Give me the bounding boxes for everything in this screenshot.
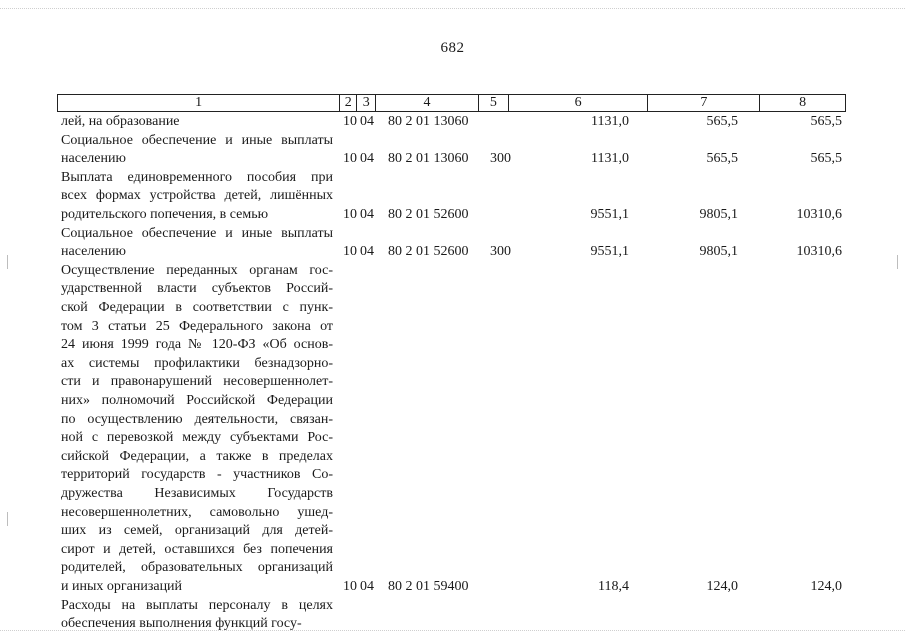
row-4-desc-line-2: ской Федерации в соответствии с пунк-: [61, 300, 333, 315]
row-1-v8: 565,5: [810, 151, 842, 167]
scan-edge-bottom: [0, 630, 905, 633]
row-4-desc-line-17: и иных организаций: [61, 579, 183, 594]
header-col-7: 7: [648, 95, 760, 111]
row-3-type: 300: [490, 244, 511, 260]
row-4-desc-line-10: сийской Федерации, а также в пределах: [61, 448, 333, 464]
row-1-desc-line-0: Социальное обеспечение и иные выплаты: [61, 132, 333, 148]
row-1-section: 10: [343, 151, 357, 167]
scan-mark-left-lower: [7, 512, 8, 526]
row-2-v7: 9805,1: [699, 207, 738, 222]
scan-mark-left: [7, 255, 8, 269]
row-4-v8: 124,0: [810, 579, 842, 594]
row-2-subsection: 04: [360, 207, 374, 222]
row-1-subsection: 04: [360, 151, 374, 167]
row-1-v7: 565,5: [706, 151, 738, 167]
scan-mark-right: [897, 255, 898, 269]
row-2-desc-line-1: всех формах устройства детей, лишённых: [61, 188, 333, 204]
header-col-8: 8: [799, 95, 807, 110]
header-col-1: 1: [58, 95, 340, 111]
row-5-desc-line-1: обеспечения выполнения функций госу-: [61, 616, 302, 632]
row-4-desc-line-9: ной с перевозкой между субъектами Рос-: [61, 430, 333, 446]
row-4-v6: 118,4: [598, 579, 629, 594]
row-4-desc-line-0: Осуществление переданных органам гос-: [61, 262, 333, 278]
row-4-target: 80 2 01 59400: [388, 579, 469, 594]
header-col-5: 5: [479, 95, 509, 111]
row-2-desc-line-2: родительского попечения, в семью: [61, 207, 269, 222]
row-1-target: 80 2 01 13060: [388, 151, 469, 167]
row-4-desc-line-1: ударственной власти субъектов Россий-: [61, 281, 333, 297]
row-0-subsection: 04: [360, 114, 374, 129]
row-4-desc-line-6: сти и правонарушений несовершеннолет-: [61, 374, 333, 390]
row-3-desc-line-0: Социальное обеспечение и иные выплаты: [61, 225, 333, 241]
row-0-v6: 1131,0: [591, 114, 629, 129]
row-3-v6: 9551,1: [590, 244, 629, 260]
row-4-desc-line-14: ших из семей, организаций для детей-: [61, 523, 333, 539]
row-4-desc-line-11: территорий государств - участников Со-: [61, 467, 333, 483]
row-4-desc-line-5: ах системы профилактики безнадзорно-: [61, 355, 333, 371]
row-1-desc-line-1: населению: [61, 151, 126, 167]
scan-edge-top: [0, 8, 905, 11]
row-1-v6: 1131,0: [591, 151, 629, 167]
row-2-target: 80 2 01 52600: [388, 207, 469, 222]
row-0-v7: 565,5: [706, 114, 738, 129]
header-col-6: 6: [509, 95, 649, 111]
row-4-desc-line-7: них» полномочий Российской Федерации: [61, 393, 333, 408]
row-4-desc-line-12: дружества Независимых Государств: [61, 486, 333, 501]
header-col-2: 2: [340, 95, 357, 111]
row-4-desc-line-15: сирот и детей, оставшихся без попечения: [61, 541, 333, 557]
header-col-3: 3: [357, 95, 376, 111]
row-5-desc-line-0: Расходы на выплаты персоналу в целях: [61, 597, 333, 613]
header-col-4: 4: [376, 95, 479, 111]
row-4-desc-line-8: по осуществлению деятельности, связан-: [61, 411, 333, 427]
row-4-desc-line-16: родителей, образовательных организаций: [61, 560, 333, 576]
row-4-desc-line-4: 24 июня 1999 года № 120-ФЗ «Об основ-: [61, 337, 333, 353]
row-0-desc-line-0: лей, на образование: [61, 114, 180, 129]
row-2-v6: 9551,1: [590, 207, 629, 222]
row-4-desc-line-13: несовершеннолетних, самовольно ушед-: [61, 504, 333, 520]
row-4-v7: 124,0: [706, 579, 738, 594]
row-3-v8: 10310,6: [796, 244, 842, 260]
row-0-v8: 565,5: [810, 114, 842, 129]
row-4-section: 10: [343, 579, 357, 594]
row-4-desc-line-3: том 3 статьи 25 Федерального закона от: [61, 318, 333, 334]
row-3-section: 10: [343, 244, 357, 260]
row-4-subsection: 04: [360, 579, 374, 594]
row-2-v8: 10310,6: [796, 207, 842, 222]
row-0-section: 10: [343, 114, 357, 129]
row-2-desc-line-0: Выплата единовременного пособия при: [61, 169, 333, 185]
row-3-target: 80 2 01 52600: [388, 244, 469, 260]
row-2-section: 10: [343, 207, 357, 222]
row-1-type: 300: [490, 151, 511, 167]
row-3-desc-line-1: населению: [61, 244, 126, 260]
row-3-v7: 9805,1: [699, 244, 738, 260]
page-number: 682: [440, 40, 465, 56]
row-3-subsection: 04: [360, 244, 374, 260]
row-0-target: 80 2 01 13060: [388, 114, 469, 129]
